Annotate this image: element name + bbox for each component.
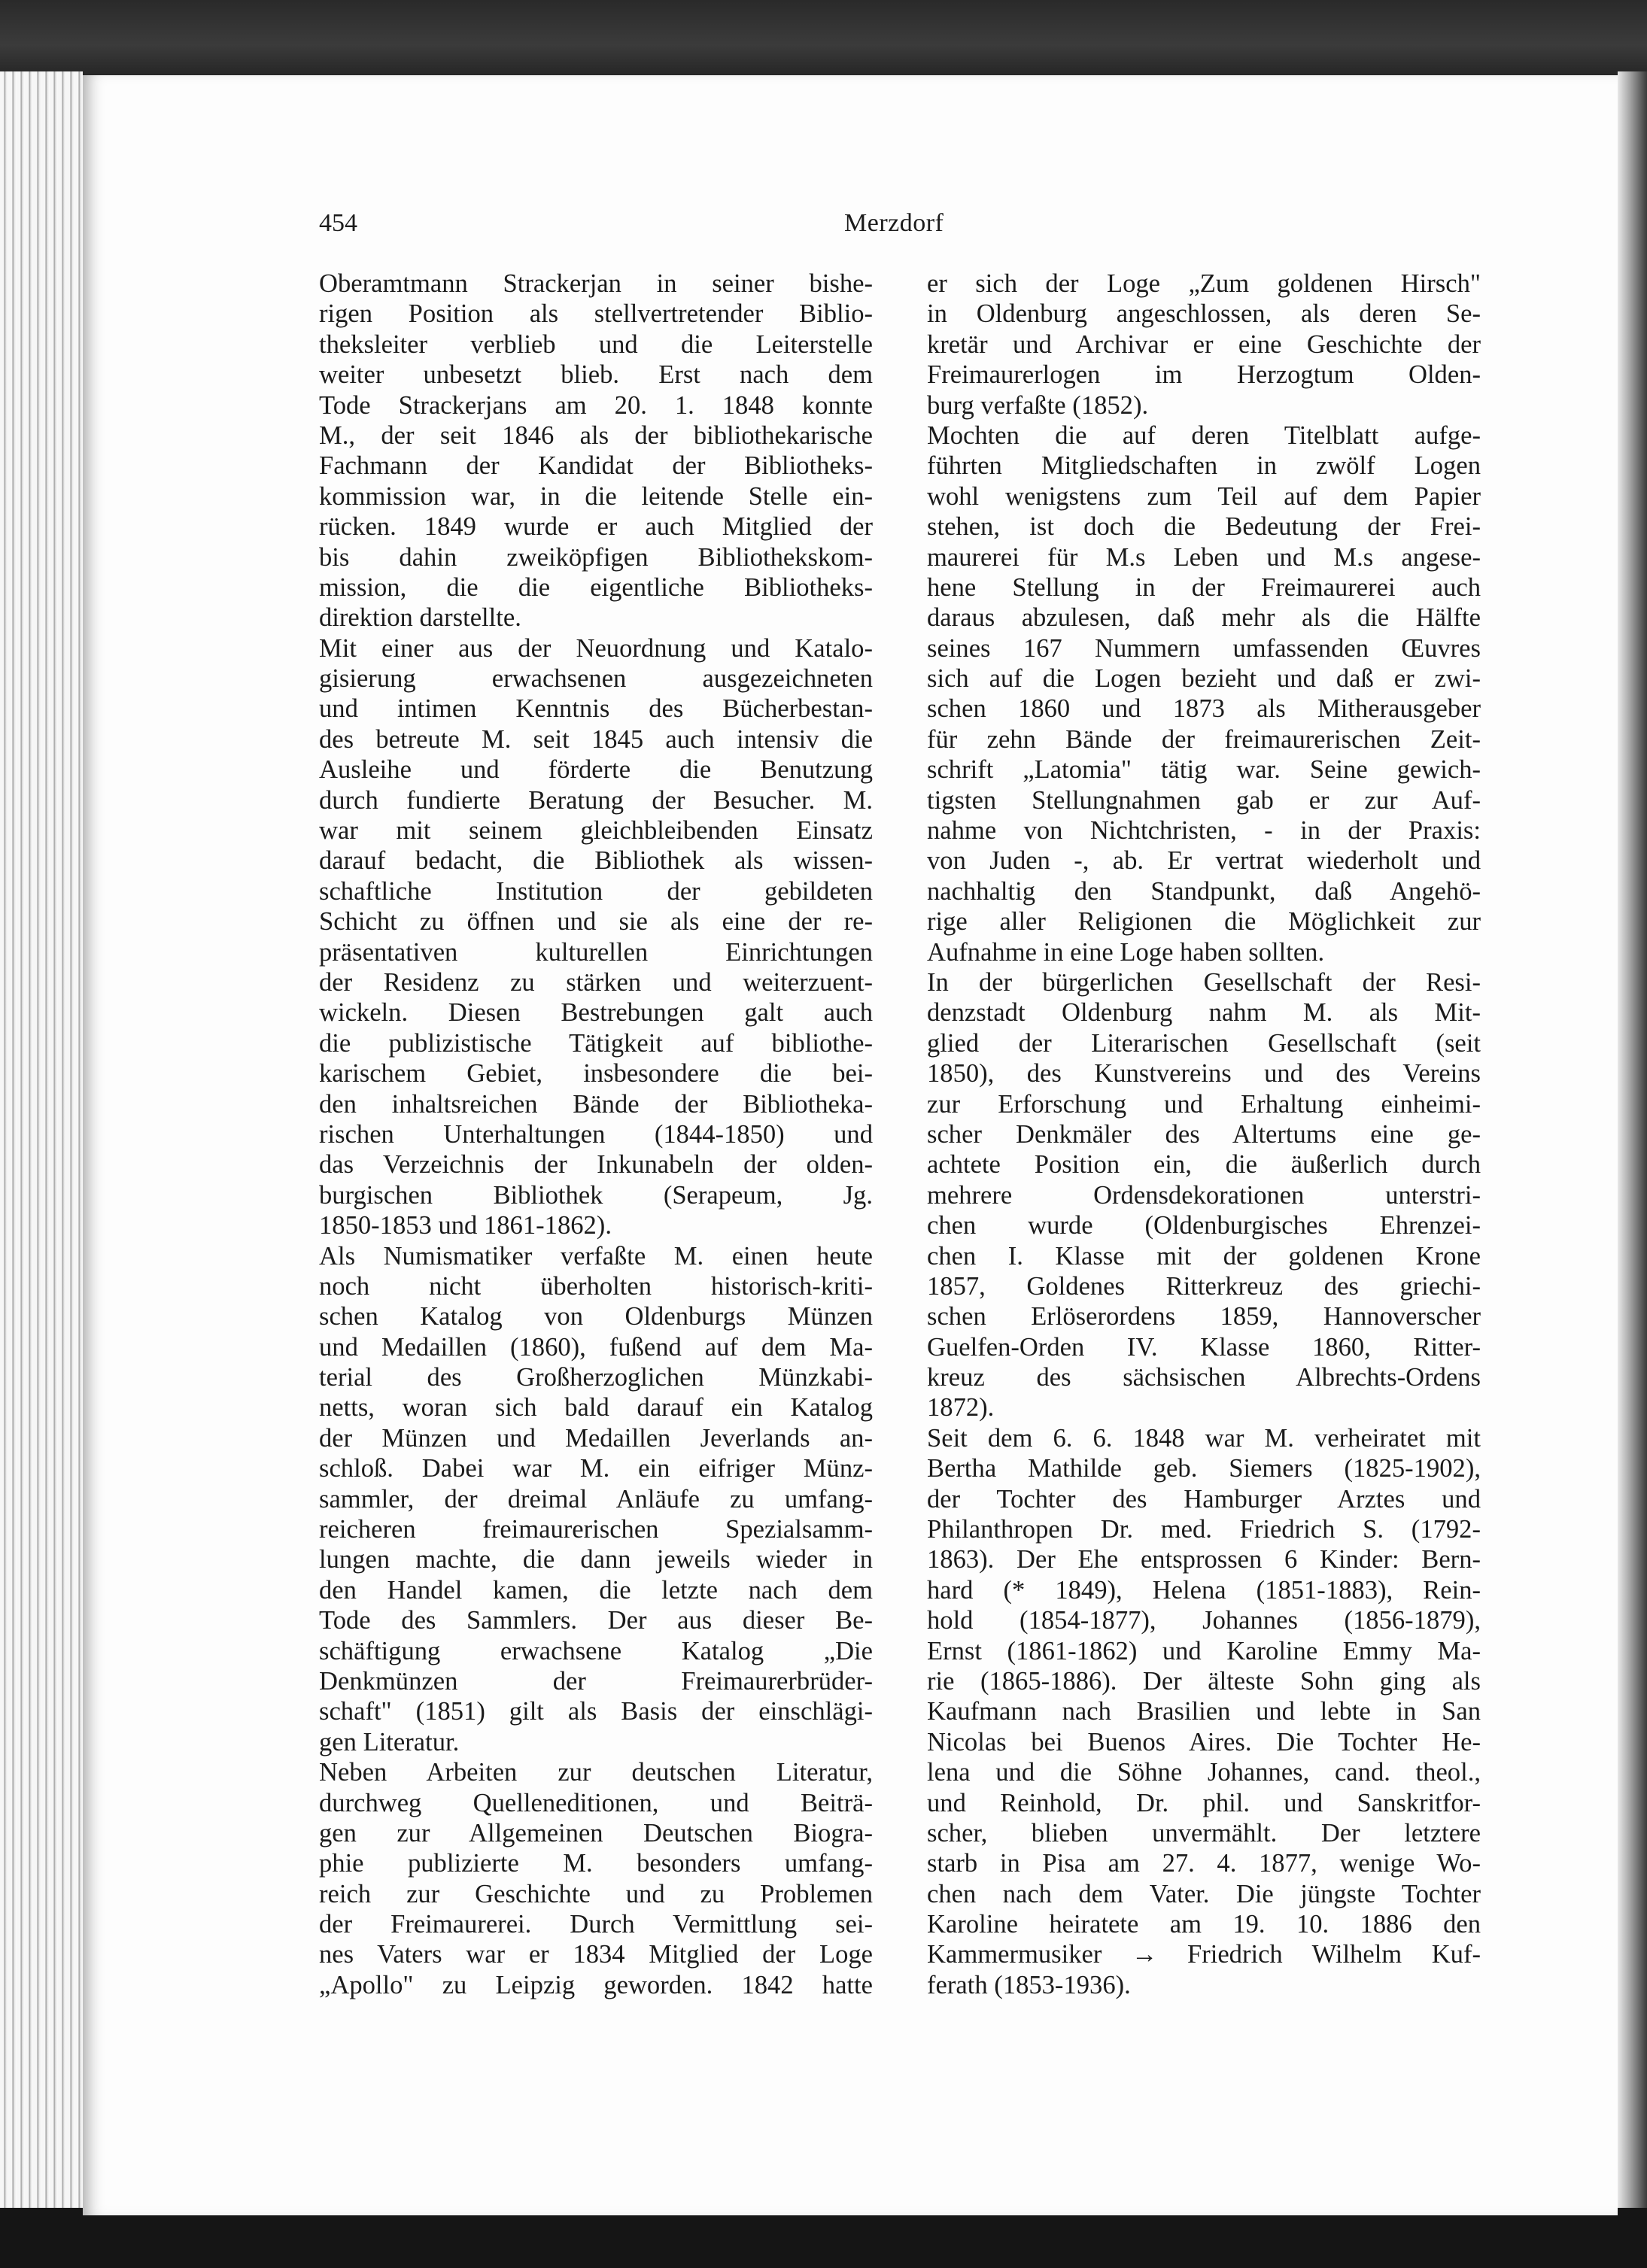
text-line: sich auf die Logen bezieht und daß er zwi- [927,664,1481,694]
text-line: reicheren freimaurerischen Spezialsamm- [319,1515,873,1544]
text-line: die publizistische Tätigkeit auf bibliothe- [319,1028,873,1058]
text-line: Karoline heiratete am 19. 10. 1886 den [927,1910,1481,1939]
text-line: schaftliche Institution der gebildeten [319,876,873,906]
text-line: Mit einer aus der Neuordnung und Katalo- [319,633,873,663]
text-line: rige aller Religionen die Möglichkeit zur [927,907,1481,937]
running-head [319,209,963,247]
text-line: Schicht zu öffnen und sie als eine der re- [319,907,873,937]
text-line: chen nach dem Vater. Die jüngste Tochter [927,1879,1481,1908]
text-line: darauf bedacht, die Bibliothek als wissen- [319,846,873,876]
text-line: 1872). [927,1393,995,1422]
text-line: das Verzeichnis der Inkunabeln der olden- [319,1150,873,1180]
right-text-column [927,269,1481,2000]
text-line: den Handel kamen, die letzte nach dem [319,1575,873,1605]
text-line: sammler, der dreimal Anläufe zu umfang- [319,1484,873,1514]
running-title: Merzdorf [844,209,944,237]
text-line: Philanthropen Dr. med. Friedrich S. (1792- [927,1515,1481,1544]
text-line: wohl wenigstens zum Teil auf dem Papier [927,481,1481,511]
text-line: achtete Position ein, die äußerlich durch [927,1150,1481,1180]
text-line: durch fundierte Beratung der Besucher. M. [319,785,873,815]
text-line: führten Mitgliedschaften in zwölf Logen [927,451,1481,481]
text-line: schen Erlöserordens 1859, Hannoverscher [927,1302,1481,1331]
text-line: chen wurde (Oldenburgisches Ehrenzei- [927,1211,1481,1240]
text-line: Ausleihe und förderte die Benutzung [319,755,873,785]
text-line: Oberamtmann Strackerjan in seiner bishe- [319,269,873,298]
text-line: von Juden -, ab. Er vertrat wiederholt und [927,846,1481,876]
text-line: 1850-1853 und 1861-1862). [319,1211,612,1240]
text-line: Guelfen-Orden IV. Klasse 1860, Ritter- [927,1332,1481,1362]
text-line: bis dahin zweiköpfigen Bibliothekskom- [319,542,873,572]
text-line: Freimaurerlogen im Herzogtum Olden- [927,360,1481,390]
text-line: Tode Strackerjans am 20. 1. 1848 konnte [319,390,873,420]
text-line: und Reinhold, Dr. phil. und Sanskritfor- [927,1788,1481,1817]
text-line: 1857, Goldenes Ritterkreuz des griechi- [927,1271,1481,1301]
book-page-edges [0,71,83,2223]
text-line: wickeln. Diesen Bestrebungen galt auch [319,998,873,1028]
text-line: Nicolas bei Buenos Aires. Die Tochter He- [927,1727,1481,1756]
text-line: weiter unbesetzt blieb. Erst nach dem [319,360,873,390]
text-line: hard (* 1849), Helena (1851-1883), Rein- [927,1575,1481,1605]
text-line: terial des Großherzoglichen Münzkabi- [319,1363,873,1392]
text-line: nachhaltig den Standpunkt, daß Angehö- [927,876,1481,906]
text-line: den inhaltsreichen Bände der Bibliotheka- [319,1089,873,1119]
text-line: reich zur Geschichte und zu Problemen [319,1879,873,1908]
text-line: präsentativen kulturellen Einrichtungen [319,937,873,967]
text-line: Ernst (1861-1862) und Karoline Emmy Ma- [927,1636,1481,1665]
text-line: phie publizierte M. besonders umfang- [319,1849,873,1878]
text-line: Als Numismatiker verfaßte M. einen heute [319,1241,873,1271]
text-line: in Oldenburg angeschlossen, als deren Se- [927,299,1481,329]
text-line: mission, die die eigentliche Bibliotheks- [319,572,873,602]
text-line: stehen, ist doch die Bedeutung der Frei- [927,512,1481,542]
text-line: maurerei für M.s Leben und M.s angese- [927,542,1481,572]
text-line: und intimen Kenntnis des Bücherbestan- [319,694,873,724]
text-line: schäftigung erwachsene Katalog „Die [319,1636,873,1665]
text-line: theksleiter verblieb und die Leiterstelle [319,329,873,359]
text-line: direktion darstellte. [319,603,521,633]
text-line: schen 1860 und 1873 als Mitherausgeber [927,694,1481,724]
text-line: und Medaillen (1860), fußend auf dem Ma- [319,1332,873,1362]
text-line: nes Vaters war er 1834 Mitglied der Loge [319,1940,873,1969]
text-line: Denkmünzen der Freimaurerbrüder- [319,1666,873,1696]
text-line: durchweg Quelleneditionen, und Beiträ- [319,1788,873,1817]
text-line: chen I. Klasse mit der goldenen Krone [927,1241,1481,1271]
book-right-edge [1618,71,1647,2223]
text-line: In der bürgerlichen Gesellschaft der Resi- [927,967,1481,997]
text-line: scher, blieben unvermählt. Der letztere [927,1818,1481,1847]
text-line: Seit dem 6. 6. 1848 war M. verheiratet mit [927,1423,1481,1453]
text-line: 1863). Der Ehe entsprossen 6 Kinder: Bern- [927,1545,1481,1574]
text-line: schrift „Latomia" tätig war. Seine gewich- [927,755,1481,785]
text-line: denzstadt Oldenburg nahm M. als Mit- [927,998,1481,1028]
text-line: gisierung erwachsenen ausgezeichneten [319,664,873,694]
text-line: „Apollo" zu Leipzig geworden. 1842 hatte [319,1970,873,1999]
scanner-background-bottom [0,2208,1647,2268]
text-line: zur Erforschung und Erhaltung einheimi- [927,1089,1481,1119]
text-line: lena und die Söhne Johannes, cand. theol., [927,1758,1481,1787]
text-line: tigsten Stellungnahmen gab er zur Auf- [927,785,1481,815]
text-line: rie (1865-1886). Der älteste Sohn ging als [927,1666,1481,1696]
scanner-background-top [0,0,1647,75]
text-line: nahme von Nichtchristen, - in der Praxis: [927,816,1481,846]
text-line: Mochten die auf deren Titelblatt aufge- [927,421,1481,450]
text-line: daraus abzulesen, daß mehr als die Hälfte [927,603,1481,633]
text-line: Fachmann der Kandidat der Bibliotheks- [319,451,873,481]
text-line: schloß. Dabei war M. ein eifriger Münz- [319,1454,873,1483]
text-line: hene Stellung in der Freimaurerei auch [927,572,1481,602]
text-line: der Freimaurerei. Durch Vermittlung sei- [319,1910,873,1939]
text-line: kreuz des sächsischen Albrechts-Ordens [927,1363,1481,1392]
text-line: glied der Literarischen Gesellschaft (seit [927,1028,1481,1058]
text-line: Aufnahme in eine Loge haben sollten. [927,937,1325,967]
text-line: scher Denkmäler des Altertums eine ge- [927,1119,1481,1149]
text-line: schaft" (1851) gilt als Basis der einschlägi- [319,1697,873,1726]
text-line: Kammermusiker → Friedrich Wilhelm Kuf- [927,1940,1481,1969]
text-line: mehrere Ordensdekorationen unterstri- [927,1180,1481,1210]
text-line: burg verfaßte (1852). [927,390,1149,420]
text-line: noch nicht überholten historisch-kriti- [319,1271,873,1301]
text-line: für zehn Bände der freimaurerischen Zeit- [927,724,1481,754]
text-line: Neben Arbeiten zur deutschen Literatur, [319,1758,873,1787]
text-line: seines 167 Nummern umfassenden Œuvres [927,633,1481,663]
text-line: kommission war, in die leitende Stelle ein- [319,481,873,511]
text-line: Bertha Mathilde geb. Siemers (1825-1902), [927,1454,1481,1483]
text-line: starb in Pisa am 27. 4. 1877, wenige Wo- [927,1849,1481,1878]
text-line: er sich der Loge „Zum goldenen Hirsch" [927,269,1481,298]
text-line: M., der seit 1846 als der bibliothekarische [319,421,873,450]
left-text-column [319,269,873,2000]
text-line: der Tochter des Hamburger Arztes und [927,1484,1481,1514]
text-line: rücken. 1849 wurde er auch Mitglied der [319,512,873,542]
page-number: 454 [319,209,357,237]
text-line: der Residenz zu stärken und weiterzuent- [319,967,873,997]
text-line: Tode des Sammlers. Der aus dieser Be- [319,1606,873,1635]
text-line: gen zur Allgemeinen Deutschen Biogra- [319,1818,873,1847]
text-line: rigen Position als stellvertretender Biblio- [319,299,873,329]
text-line: burgischen Bibliothek (Serapeum, Jg. [319,1180,873,1210]
text-line: rischen Unterhaltungen (1844-1850) und [319,1119,873,1149]
text-line: kretär und Archivar er eine Geschichte der [927,329,1481,359]
text-line: lungen machte, die dann jeweils wieder in [319,1545,873,1574]
text-line: der Münzen und Medaillen Jeverlands an- [319,1423,873,1453]
text-line: des betreute M. seit 1845 auch intensiv die [319,724,873,754]
text-line: karischem Gebiet, insbesondere die bei- [319,1059,873,1088]
text-line: schen Katalog von Oldenburgs Münzen [319,1302,873,1331]
text-line: 1850), des Kunstvereins und des Vereins [927,1059,1481,1088]
text-line: Kaufmann nach Brasilien und lebte in San [927,1697,1481,1726]
text-line: netts, woran sich bald darauf ein Katalog [319,1393,873,1422]
text-line: war mit seinem gleichbleibenden Einsatz [319,816,873,846]
text-line: hold (1854-1877), Johannes (1856-1879), [927,1606,1481,1635]
text-line: gen Literatur. [319,1727,460,1756]
text-line: ferath (1853-1936). [927,1970,1131,1999]
